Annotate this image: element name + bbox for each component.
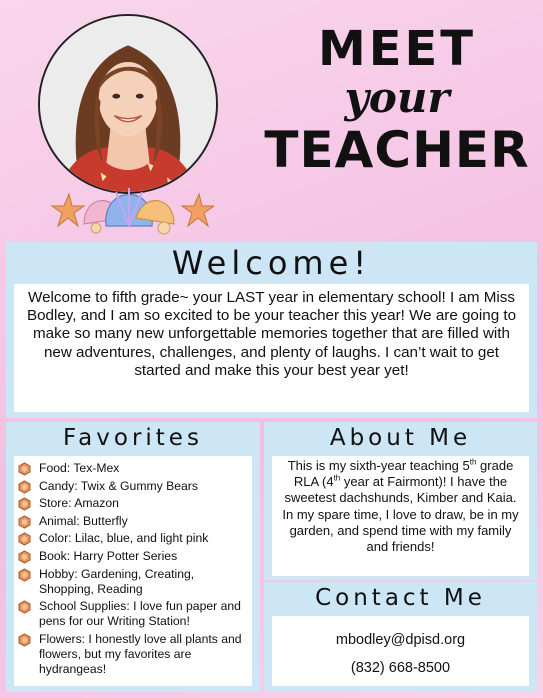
title-line-meet: MEET (317, 21, 477, 77)
favorite-food-text: Food: Tex-Mex (39, 461, 120, 475)
phone-number: (832) 668-8500 (350, 660, 451, 676)
hexagon-bullet-icon (18, 532, 36, 546)
about-me-body (272, 456, 529, 576)
hexagon-bullet-icon (18, 515, 36, 529)
about-text-part: year at Fairmont)! I have the sweetest dachshunds, Kimber and Kaia. In my spare time, I love to draw, be in my garden, and spend time with my family and friends! (282, 474, 519, 555)
hexagon-bullet-icon (18, 633, 36, 647)
hexagon-bullet-icon (18, 550, 36, 564)
about-me-heading: About Me (329, 425, 472, 451)
about-superscript: th (333, 473, 341, 483)
list-item (18, 461, 248, 476)
favorite-candy-text: Candy: Twix & Gummy Bears (39, 478, 198, 493)
favorites-heading: Favorites (63, 425, 203, 451)
favorites-section (6, 422, 260, 692)
title-line-teacher: TEACHER (264, 121, 530, 179)
hexagon-bullet-icon (18, 480, 36, 494)
about-me-section (264, 422, 537, 580)
welcome-body: Welcome to fifth grade~ your LAST year in elementary school! I am Miss Bodley, and I am so excited to be your teacher this year! We are going to make so many new unforgettable memories together that are filled with new adventures, challenges, and plenty of laughs. I can’t wait to get started and make this your best year yet! (14, 284, 529, 412)
favorite-color-text: Color: Lilac, blue, and light pink (39, 531, 209, 546)
list-item (18, 632, 248, 677)
favorites-list (14, 456, 252, 686)
contact-body (272, 616, 529, 686)
favorite-hobby-text: Hobby: Gardening, Creating, Shopping, Reading (39, 566, 195, 596)
welcome-heading: Welcome! (171, 244, 372, 282)
email-link[interactable]: mbodley@dpisd.org (335, 632, 466, 648)
contact-me-heading: Contact Me (315, 585, 486, 611)
teacher-photo (38, 14, 218, 194)
list-item (18, 549, 248, 564)
hexagon-bullet-icon (18, 600, 36, 614)
about-text-part: grade RLA (4 (293, 458, 514, 490)
teacher-photo-frame (24, 14, 232, 222)
list-item (18, 531, 248, 546)
meet-your-teacher-title (262, 22, 532, 180)
about-text-part: This is my sixth-year teaching 5 (287, 458, 470, 473)
hexagon-bullet-icon (18, 568, 36, 582)
list-item (18, 479, 248, 494)
welcome-section (6, 242, 537, 418)
list-item (18, 496, 248, 511)
contact-me-section (264, 582, 537, 692)
favorite-flowers-text: Flowers: I honestly love all plants and flowers, but my favorites are hydrangeas! (39, 631, 242, 676)
favorite-book-text: Book: Harry Potter Series (39, 548, 178, 563)
hexagon-bullet-icon (18, 497, 36, 511)
favorite-animal-text: Animal: Butterfly (39, 513, 128, 528)
hexagon-bullet-icon (18, 462, 36, 476)
list-item (18, 514, 248, 529)
favorite-supplies-text: School Supplies: I love fun paper and pens for our Writing Station! (39, 599, 241, 629)
list-item (18, 567, 248, 597)
about-superscript: th (469, 457, 477, 467)
seashells-decoration-icon (44, 176, 214, 236)
title-line-your: your (344, 73, 450, 122)
list-item (18, 599, 248, 629)
favorite-store-text: Store: Amazon (39, 496, 119, 511)
teacher-portrait-icon (40, 16, 216, 192)
